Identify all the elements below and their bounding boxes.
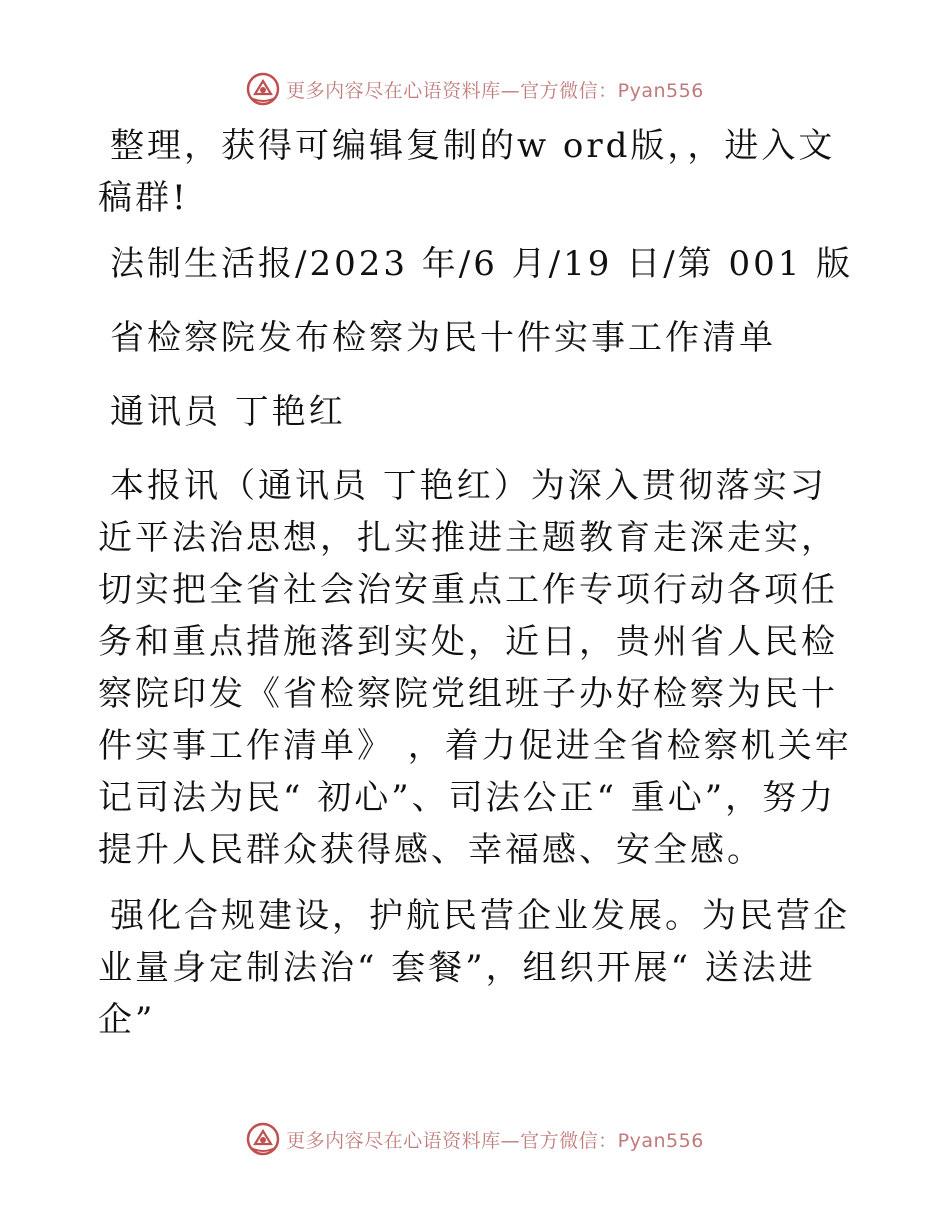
- document-body: [98, 120, 858, 1060]
- watermark-text: 更多内容尽在心语资料库—官方微信：Pyan556: [286, 79, 704, 102]
- intro-paragraph: 整理，获得可编辑复制的w ord版，，进入文稿群!: [98, 126, 836, 218]
- byline: 通讯员 丁艳红: [110, 392, 346, 432]
- article-headline: 省检察院发布检察为民十件实事工作清单: [110, 318, 776, 358]
- header-watermark: [0, 72, 950, 106]
- lead-paragraph: 本报讯（通讯员 丁艳红）为深入贯彻落实习近平法治思想，扎实推进主题教育走深走实，切实把全省社会治安重点工作专项行动各项任务和重点措施落到实处，近日，贵州省人民检察院印发《省检察院党组班子办好检察为民十件实事工作清单》 ，着力促进全省检察机关牢记司法为民“ 初心”、司法公正“ 重心”，努力提升人民群众获得感、幸福感、安全感。: [98, 466, 852, 870]
- seal-logo-icon: [246, 72, 280, 106]
- seal-logo-icon: [246, 1122, 280, 1156]
- publication-line: 法制生活报/2023 年/6 月/19 日/第 001 版: [110, 244, 854, 284]
- watermark-text: 更多内容尽在心语资料库—官方微信：Pyan556: [286, 1129, 704, 1152]
- footer-watermark: [0, 1122, 950, 1156]
- body-paragraph: 强化合规建设，护航民营企业发展。为民营企业量身定制法治“ 套餐”，组织开展“ 送法进企”: [98, 896, 850, 1040]
